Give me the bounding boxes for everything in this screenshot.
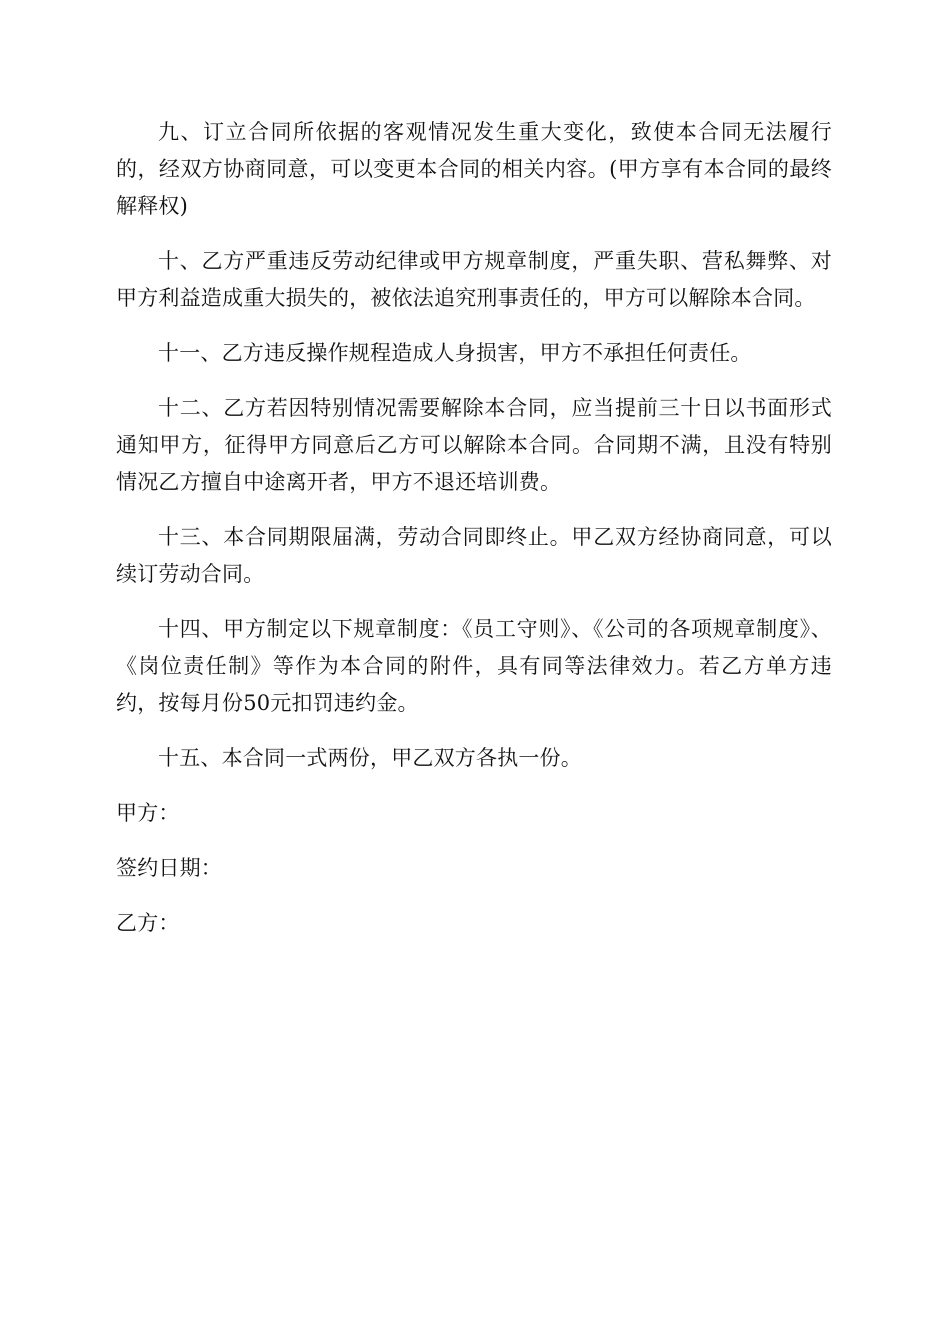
clause-13: 十三、本合同期限届满，劳动合同即终止。甲乙双方经协商同意，可以续订劳动合同。	[116, 525, 832, 586]
clause-12: 十二、乙方若因特别情况需要解除本合同，应当提前三十日以书面形式通知甲方，征得甲方同意后乙方可以解除本合同。合同期不满，且没有特别情况乙方擅自中途离开者，甲方不退还培训费。	[116, 396, 832, 494]
clause-10: 十、乙方严重违反劳动纪律或甲方规章制度，严重失职、营私舞弊、对甲方利益造成重大损失的，被依法追究刑事责任的，甲方可以解除本合同。	[116, 249, 832, 310]
party-b-signature-label: 乙方：	[116, 911, 180, 935]
contract-body	[116, 114, 832, 960]
clause-9: 九、订立合同所依据的客观情况发生重大变化，致使本合同无法履行的，经双方协商同意，可以变更本合同的相关内容。(甲方享有本合同的最终解释权)	[116, 120, 832, 218]
sign-date-label: 签约日期：	[116, 856, 222, 880]
party-a-signature-label: 甲方：	[116, 801, 180, 825]
clause-15: 十五、本合同一式两份，甲乙双方各执一份。	[158, 746, 582, 770]
clause-11: 十一、乙方违反操作规程造成人身损害，甲方不承担任何责任。	[158, 341, 752, 365]
clause-14: 十四、甲方制定以下规章制度：《员工守则》、《公司的各项规章制度》、《岗位责任制》等作为本合同的附件，具有同等法律效力。若乙方单方违约，按每月份50元扣罚违约金。	[116, 617, 832, 715]
